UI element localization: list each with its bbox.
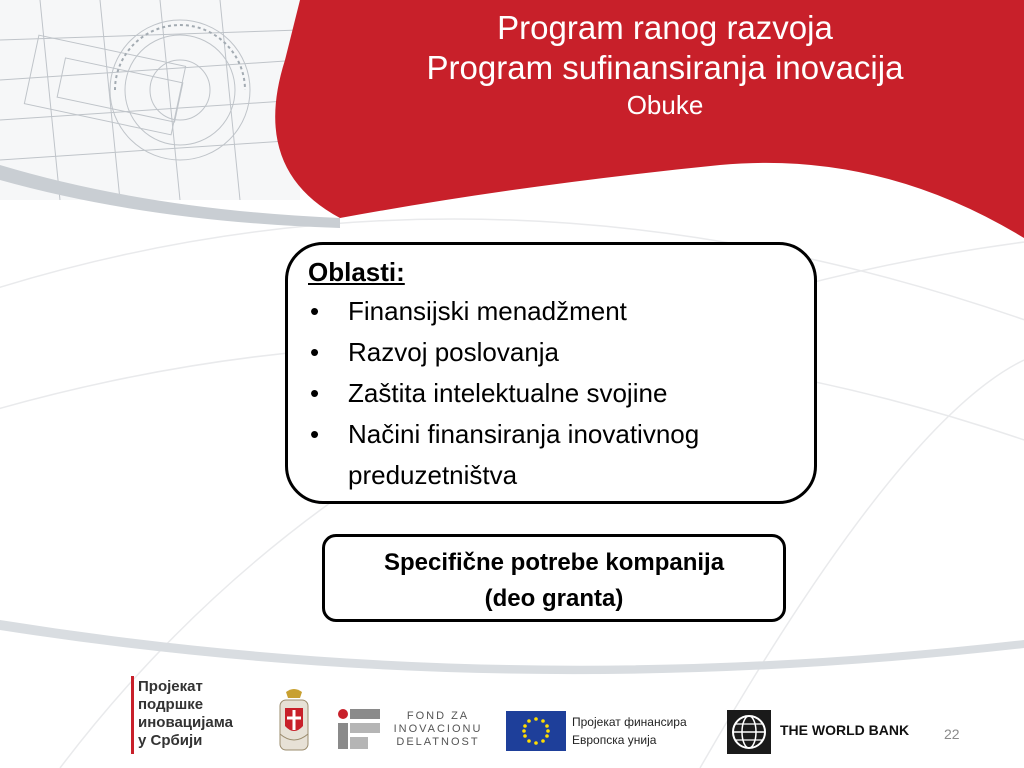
bullet-icon: • [310,296,320,326]
blueprint-illustration [0,0,300,200]
areas-list [308,291,796,496]
eu-flag-icon [506,711,566,751]
list-item [308,332,796,373]
bullet-icon: • [310,337,320,367]
list-item-text: Finansijski menadžment [348,296,627,326]
grant-line-2: (deo granta) [484,585,624,612]
list-item-text: Načini finansiranja inovativnog preduzetništva [348,419,700,490]
eu-funding-text: Пројекат финансира Европска унија [572,715,687,747]
world-bank-globe-icon [727,710,771,754]
title-line-1: Program ranog razvoja [497,9,833,46]
list-item-text: Razvoj poslovanja [348,337,560,367]
world-bank-name: THE WORLD BANK [780,722,910,738]
bullet-icon: • [310,419,320,449]
title-line-2: Program sufinansiranja inovacija [426,49,904,86]
title-block [320,8,1010,122]
fond-logo-icon [336,706,382,752]
subtitle: Obuke [626,90,704,120]
grant-box [322,534,786,622]
project-name: Пројекат подршке иновацијама у Србији [138,678,234,749]
areas-box [285,242,817,504]
fond-name: FOND ZA INOVACIONU DELATNOST [393,710,483,748]
grant-line-1: Specifične potrebe kompanija [383,549,725,576]
list-item [308,373,796,414]
list-item-text: Zaštita intelektualne svojine [348,378,668,408]
bullet-icon: • [310,378,320,408]
areas-heading: Oblasti: [308,257,405,287]
project-divider [131,676,134,754]
page-number: 22 [944,726,960,742]
list-item [308,291,796,332]
list-item [308,414,796,496]
serbia-coat-of-arms-icon [274,686,314,754]
